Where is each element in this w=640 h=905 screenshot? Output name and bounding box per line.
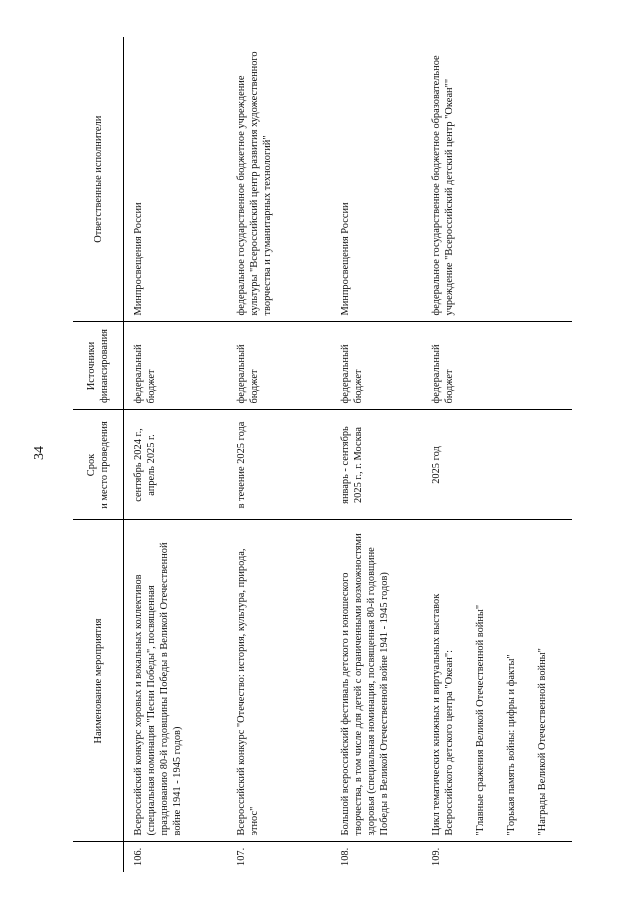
header-source: Источники финансирования bbox=[73, 322, 124, 410]
event-subitem: "Награды Великой Отечественной войны" bbox=[536, 648, 548, 836]
event-name: Большой всероссийский фестиваль детского и юношеского творчества, в том числе для детей с ограниченными возможностями здоровья (специальная номинация, посвященная 80-й годовщине Победы в Великой Отечественной войне 1941 - 1945 годов) bbox=[331, 520, 422, 842]
event-term: сентябрь 2024 г., апрель 2025 г. bbox=[124, 410, 227, 520]
page-number: 34 bbox=[32, 446, 47, 460]
header-term: Срок и место проведения bbox=[73, 410, 124, 520]
table-row bbox=[227, 37, 331, 872]
event-term: в течение 2025 года bbox=[227, 410, 331, 520]
funding-source: федеральный бюджет bbox=[331, 322, 422, 410]
responsible-executor: федеральное государственное бюджетное образовательное учреждение "Всероссийский детский центр "Океан"" bbox=[422, 37, 572, 322]
table-row bbox=[331, 37, 422, 872]
row-number: 107. bbox=[235, 847, 247, 866]
table-row bbox=[422, 37, 572, 872]
header-exec: Ответственные исполнители bbox=[73, 37, 124, 322]
funding-source: федеральный бюджет bbox=[227, 322, 331, 410]
header-name: Наименование мероприятия bbox=[73, 520, 124, 842]
rotated-page bbox=[73, 37, 639, 872]
event-term: январь - сентябрь 2025 г., г. Москва bbox=[331, 410, 422, 520]
event-term: 2025 год bbox=[422, 410, 572, 520]
funding-source: федеральный бюджет bbox=[422, 322, 572, 410]
event-name bbox=[422, 520, 572, 842]
header-num bbox=[73, 842, 124, 872]
responsible-executor: Минпросвещения России bbox=[124, 37, 227, 322]
funding-source: федеральный бюджет bbox=[124, 322, 227, 410]
row-number: 109. bbox=[430, 847, 442, 866]
event-name-intro: Цикл тематических книжных и виртуальных выставок Всероссийского детского центра "Океан": bbox=[430, 593, 455, 836]
event-subitem: "Главные сражения Великой Отечественной войны" bbox=[474, 604, 486, 836]
events-table bbox=[73, 37, 572, 872]
header-row bbox=[73, 37, 124, 872]
responsible-executor: Минпросвещения России bbox=[331, 37, 422, 322]
row-number: 106. bbox=[133, 847, 144, 866]
event-subitem: "Горькая память войны: цифры и факты" bbox=[505, 654, 517, 836]
row-number: 108. bbox=[339, 847, 351, 866]
table-row bbox=[124, 37, 227, 872]
responsible-executor: федеральное государственное бюджетное учреждение культуры "Всероссийский центр развития художественного творчества и гуманитарных технологий" bbox=[227, 37, 331, 322]
event-name: Всероссийский конкурс "Отечество: история, культура, природа, этнос" bbox=[227, 520, 331, 842]
event-name: Всероссийский конкурс хоровых и вокальных коллективов (специальная номинация "Песни Победы", посвященная празднованию 80-й годовщины Победы в Великой Отечественной войне 1941 - 1945 годов) bbox=[124, 520, 227, 842]
